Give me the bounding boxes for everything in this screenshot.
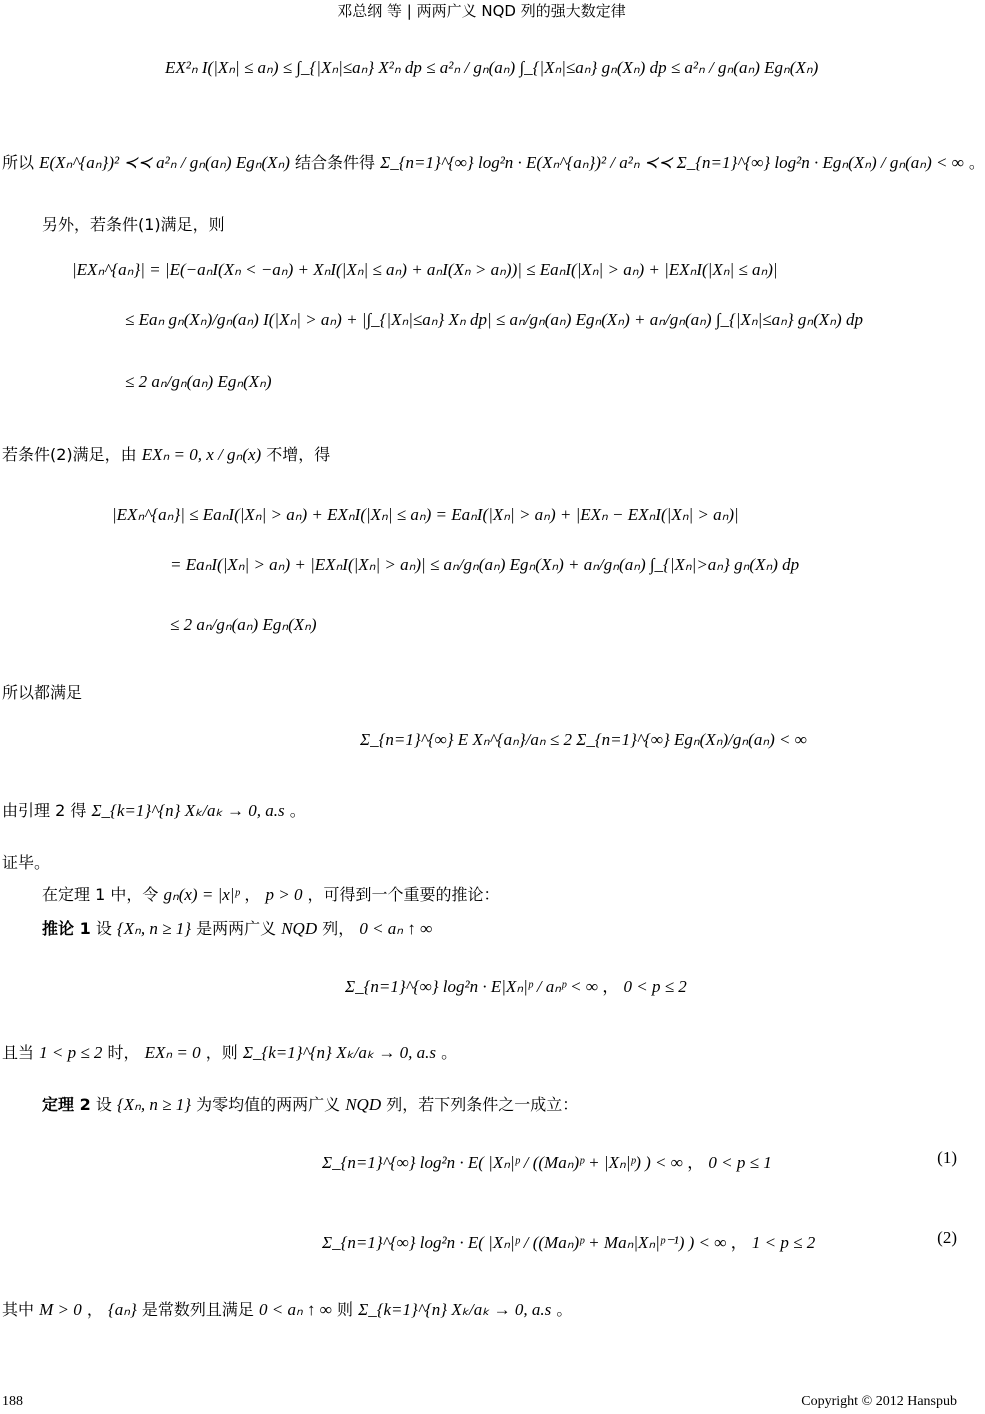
equation-c2-line3: ≤ 2 aₙ/gₙ(aₙ) Egₙ(Xₙ) bbox=[170, 615, 317, 634]
inline-math: 0 < aₙ ↑ ∞ bbox=[359, 919, 433, 938]
inline-math: Σ_{k=1}^{n} Xₖ/aₖ → 0, a.s bbox=[358, 1300, 552, 1319]
running-header: 邓总纲 等 | 两两广义 NQD 列的强大数定律 bbox=[337, 2, 626, 20]
inline-math: 0 < aₙ ↑ ∞ bbox=[259, 1300, 332, 1319]
math: Σ_{n=1}^{∞} log²n · E( |Xₙ|ᵖ / ((Maₙ)ᵖ + Maₙ|Xₙ|ᵖ⁻¹) ) < ∞ bbox=[322, 1233, 727, 1252]
inline-math: gₙ(x) = |x|ᵖ bbox=[163, 885, 240, 904]
condition: 1 < p ≤ 2 bbox=[751, 1233, 816, 1252]
inline-math: Σ_{k=1}^{n} Xₖ/aₖ → 0, a.s bbox=[91, 801, 285, 820]
text: 。 bbox=[968, 153, 985, 172]
paragraph-all-satisfied: 所以都满足 bbox=[2, 683, 83, 702]
paragraph-theorem1-remark bbox=[42, 882, 500, 905]
paragraph-condition-1: 另外，若条件(1)满足，则 bbox=[42, 215, 225, 234]
separator: ， bbox=[602, 977, 620, 996]
theorem-2 bbox=[42, 1092, 578, 1115]
inline-math: NQD bbox=[345, 1095, 382, 1114]
inline-math: Σ_{k=1}^{n} Xₖ/aₖ → 0, a.s bbox=[242, 1043, 437, 1062]
text: 时， bbox=[107, 1043, 140, 1062]
text: 设 bbox=[95, 1095, 112, 1114]
text: 列，若下列条件之一成立： bbox=[386, 1095, 579, 1114]
text: 若条件(2)满足，由 bbox=[2, 445, 137, 464]
text: 且当 bbox=[2, 1043, 35, 1062]
equation-c2-line2: = EaₙI(|Xₙ| > aₙ) + |EXₙI(|Xₙ| > aₙ)| ≤ aₙ/gₙ(aₙ) Egₙ(Xₙ) + aₙ/gₙ(aₙ) ∫_{|Xₙ|>aₙ} gₙ(Xₙ) dp bbox=[170, 555, 800, 574]
corollary-label: 推论 1 bbox=[42, 919, 91, 938]
equation-top: EX²ₙ I(|Xₙ| ≤ aₙ) ≤ ∫_{|Xₙ|≤aₙ} X²ₙ dp ≤ a²ₙ / gₙ(aₙ) ∫_{|Xₙ|≤aₙ} gₙ(Xₙ) dp ≤ a²ₙ / gₙ(aₙ) Egₙ(Xₙ) bbox=[165, 58, 819, 77]
text: 设 bbox=[95, 919, 112, 938]
equation-c2-line1: |EXₙ^{aₙ}| ≤ EaₙI(|Xₙ| > aₙ) + EXₙI(|Xₙ| ≤ aₙ) = EaₙI(|Xₙ| > aₙ) + |EXₙ − EXₙI(|Xₙ| > aₙ)| bbox=[112, 505, 739, 524]
corollary-1 bbox=[42, 916, 432, 939]
text: 所以 bbox=[2, 153, 35, 172]
equation-number-2: (2) bbox=[937, 1228, 957, 1247]
inline-math: p > 0 bbox=[265, 885, 303, 904]
equation-c1-line1: |EXₙ^{aₙ}| = |E(−aₙI(Xₙ < −aₙ) + XₙI(|Xₙ| ≤ aₙ) + aₙI(Xₙ > aₙ))| ≤ EaₙI(|Xₙ| > aₙ) + |EXₙI(|Xₙ| ≤ aₙ)| bbox=[72, 260, 778, 279]
equation-c1-line2: ≤ Eaₙ gₙ(Xₙ)/gₙ(aₙ) I(|Xₙ| > aₙ) + |∫_{|Xₙ|≤aₙ} Xₙ dp| ≤ aₙ/gₙ(aₙ) Egₙ(Xₙ) + aₙ/gₙ(aₙ) ∫_{|Xₙ|≤aₙ} gₙ(Xₙ) dp bbox=[125, 310, 863, 329]
text: 由引理 2 得 bbox=[2, 801, 87, 820]
text: 是常数列且满足 bbox=[141, 1300, 254, 1319]
paragraph-lemma bbox=[2, 798, 306, 821]
inline-math: {Xₙ, n ≥ 1} bbox=[116, 1095, 192, 1114]
text: 不增，得 bbox=[266, 445, 331, 464]
copyright: Copyright © 2012 Hanspub bbox=[801, 1394, 957, 1409]
equation-corollary bbox=[345, 972, 687, 997]
paragraph-condition-2 bbox=[2, 442, 330, 465]
equation-theorem2-cond1 bbox=[322, 1148, 772, 1173]
text: 是两两广义 bbox=[196, 919, 277, 938]
inline-math: E(Xₙ^{aₙ})² ≺≺ a²ₙ / gₙ(aₙ) Egₙ(Xₙ) bbox=[39, 153, 290, 172]
equation-sum: Σ_{n=1}^{∞} E Xₙ^{aₙ}/aₙ ≤ 2 Σ_{n=1}^{∞} Egₙ(Xₙ)/gₙ(aₙ) < ∞ bbox=[360, 730, 807, 749]
inline-math: 1 < p ≤ 2 bbox=[39, 1043, 103, 1062]
paragraph-where bbox=[2, 1297, 572, 1320]
inline-math: M > 0 bbox=[39, 1300, 82, 1319]
text: 其中 bbox=[2, 1300, 35, 1319]
inline-math: {Xₙ, n ≥ 1} bbox=[116, 919, 192, 938]
math: Σ_{n=1}^{∞} log²n · E( |Xₙ|ᵖ / ((Maₙ)ᵖ + |Xₙ|ᵖ) ) < ∞ bbox=[322, 1153, 683, 1172]
paragraph-so bbox=[2, 150, 985, 173]
page-number: 188 bbox=[2, 1394, 23, 1409]
text: ， bbox=[244, 885, 261, 904]
equation-c1-line3: ≤ 2 aₙ/gₙ(aₙ) Egₙ(Xₙ) bbox=[125, 372, 272, 391]
equation-number-1: (1) bbox=[937, 1148, 957, 1167]
text: 为零均值的两两广义 bbox=[196, 1095, 341, 1114]
text: 则 bbox=[337, 1300, 354, 1319]
text: ， bbox=[86, 1300, 103, 1319]
text: 列， bbox=[322, 919, 355, 938]
separator: ， bbox=[687, 1153, 705, 1172]
text: 。 bbox=[289, 801, 306, 820]
text: 在定理 1 中，令 bbox=[42, 885, 159, 904]
condition: 0 < p ≤ 1 bbox=[708, 1153, 772, 1172]
theorem-label: 定理 2 bbox=[42, 1095, 91, 1114]
paragraph-proof-end: 证毕。 bbox=[2, 853, 51, 872]
inline-math: EXₙ = 0 bbox=[144, 1043, 201, 1062]
inline-math: NQD bbox=[281, 919, 318, 938]
math: Σ_{n=1}^{∞} log²n · E|Xₙ|ᵖ / aₙᵖ < ∞ bbox=[345, 977, 598, 996]
separator: ， bbox=[730, 1233, 748, 1252]
condition: 0 < p ≤ 2 bbox=[623, 977, 687, 996]
text: 。 bbox=[556, 1300, 573, 1319]
inline-math: {aₙ} bbox=[107, 1300, 137, 1319]
text: 。 bbox=[441, 1043, 458, 1062]
inline-math: Σ_{n=1}^{∞} log²n · E(Xₙ^{aₙ})² / a²ₙ ≺≺ Σ_{n=1}^{∞} log²n · Egₙ(Xₙ) / gₙ(aₙ) < ∞ bbox=[380, 153, 964, 172]
paragraph-and-when bbox=[2, 1040, 457, 1063]
equation-theorem2-cond2 bbox=[322, 1228, 815, 1253]
text: 结合条件得 bbox=[295, 153, 376, 172]
text: ，可得到一个重要的推论： bbox=[307, 885, 500, 904]
text: ，则 bbox=[205, 1043, 238, 1062]
inline-math: EXₙ = 0, x / gₙ(x) bbox=[141, 445, 262, 464]
